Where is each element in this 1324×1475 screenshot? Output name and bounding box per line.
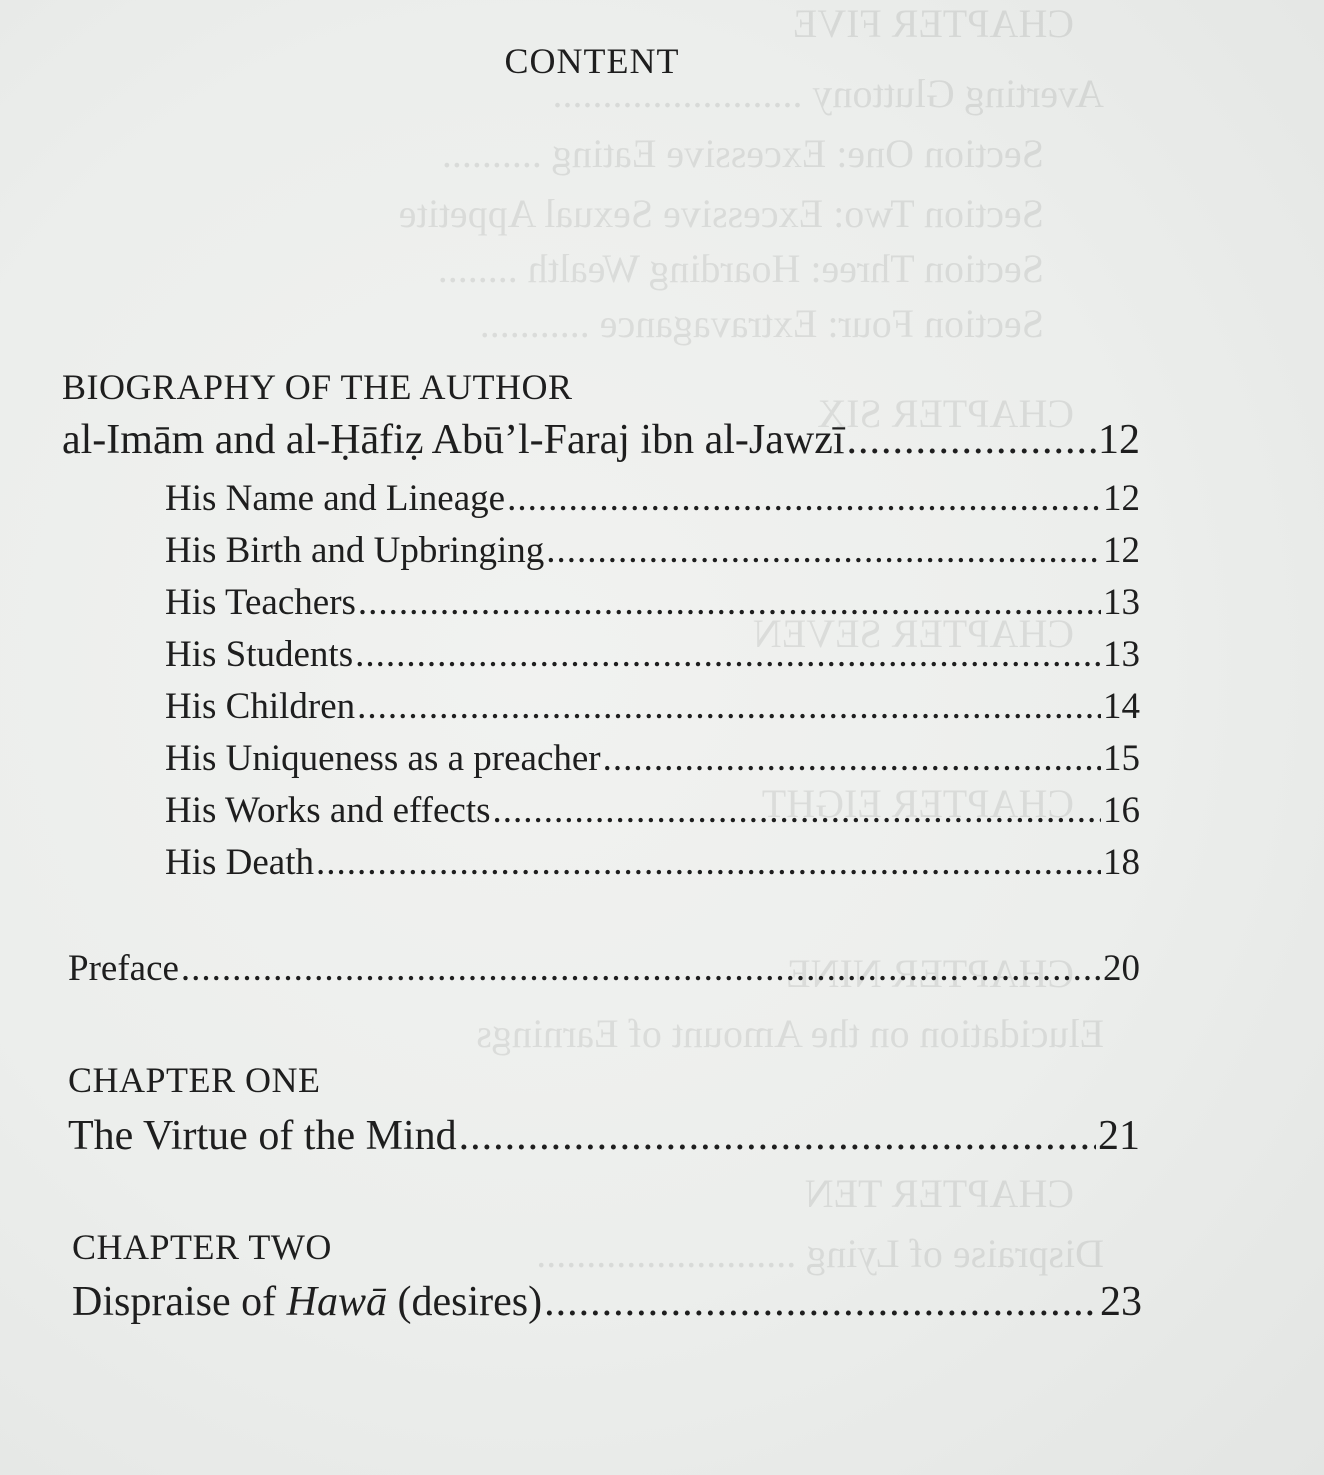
toc-page-number: 20 — [1103, 948, 1140, 989]
toc-entry-teachers[interactable] — [165, 581, 1140, 624]
toc-page-number: 13 — [1103, 634, 1140, 675]
dot-leader — [316, 841, 1101, 884]
page-title: CONTENT — [504, 41, 680, 81]
chapter-one-heading: CHAPTER ONE — [68, 1060, 321, 1100]
toc-entry-label: His Death — [165, 842, 314, 883]
toc-page-number: 13 — [1103, 582, 1140, 623]
dot-leader — [459, 1112, 1096, 1160]
toc-page-number: 16 — [1103, 790, 1140, 831]
toc-page-number: 21 — [1098, 1113, 1140, 1159]
toc-page-number: 23 — [1100, 1279, 1142, 1325]
dot-leader — [603, 737, 1101, 780]
toc-entry-label: His Students — [165, 634, 354, 675]
toc-entry-label: His Children — [165, 686, 356, 727]
toc-entry-uniqueness-preacher[interactable] — [165, 737, 1140, 780]
dot-leader — [355, 633, 1101, 676]
label-suffix: (desires) — [386, 1279, 543, 1325]
toc-entry-name-lineage[interactable] — [165, 477, 1140, 520]
dot-leader — [507, 477, 1101, 520]
toc-page-number: 12 — [1103, 478, 1140, 519]
toc-entry-death[interactable] — [165, 841, 1140, 884]
toc-page-number: 14 — [1103, 686, 1140, 727]
toc-entry-label: Preface — [68, 948, 179, 989]
bleed-through-text: CHAPTER FIVE Averting Gluttony ......................... Section One: Excessive Eating .......... Section Two: Excessive Sexual Appetite Section Three: Hoarding Wealth ........ Section Four: Extravagance ........... CHAPTER SIX CHAPTER SEVEN CHAPTER EIGHT CHAPTER NINE Elucidation on the Amount of Earnings CHAPTER TEN Dispraise of Lying .......................... — [398, 1, 1104, 1276]
dot-leader — [357, 685, 1101, 728]
dot-leader — [181, 947, 1101, 990]
label-prefix: Dispraise of — [72, 1279, 287, 1325]
toc-entry-birth-upbringing[interactable] — [165, 529, 1140, 572]
toc-entry-label: The Virtue of the Mind — [68, 1113, 457, 1159]
toc-entry-chapter-one[interactable] — [68, 1112, 1140, 1160]
label-italic-term: Hawā — [286, 1279, 387, 1325]
toc-entry-label: His Teachers — [165, 582, 356, 623]
dot-leader — [546, 529, 1101, 572]
dot-leader — [544, 1278, 1098, 1326]
toc-page-number: 12 — [1103, 530, 1140, 571]
toc-entry-label: al-Imām and al-Ḥāfiẓ Abū’l-Faraj ibn al-Jawzī — [62, 417, 845, 463]
toc-entry-label: His Works and effects — [165, 790, 491, 831]
toc-entry-biography-main[interactable] — [62, 416, 1140, 464]
toc-entry-students[interactable] — [165, 633, 1140, 676]
toc-entry-label: His Birth and Upbringing — [165, 530, 545, 571]
toc-entry-children[interactable] — [165, 685, 1140, 728]
dot-leader — [847, 416, 1096, 464]
dot-leader — [493, 789, 1101, 832]
toc-page-number: 12 — [1098, 417, 1140, 463]
toc-page-number: 18 — [1103, 842, 1140, 883]
toc-entry-label — [72, 1278, 542, 1326]
chapter-two-heading: CHAPTER TWO — [72, 1227, 332, 1267]
dot-leader — [358, 581, 1101, 624]
toc-page-number: 15 — [1103, 738, 1140, 779]
toc-entry-works-effects[interactable] — [165, 789, 1140, 832]
toc-entry-chapter-two[interactable] — [72, 1278, 1142, 1326]
toc-entry-label: His Name and Lineage — [165, 478, 506, 519]
toc-entry-label: His Uniqueness as a preacher — [165, 738, 601, 779]
toc-entry-preface[interactable] — [68, 947, 1140, 990]
biography-heading: BIOGRAPHY OF THE AUTHOR — [62, 367, 573, 407]
